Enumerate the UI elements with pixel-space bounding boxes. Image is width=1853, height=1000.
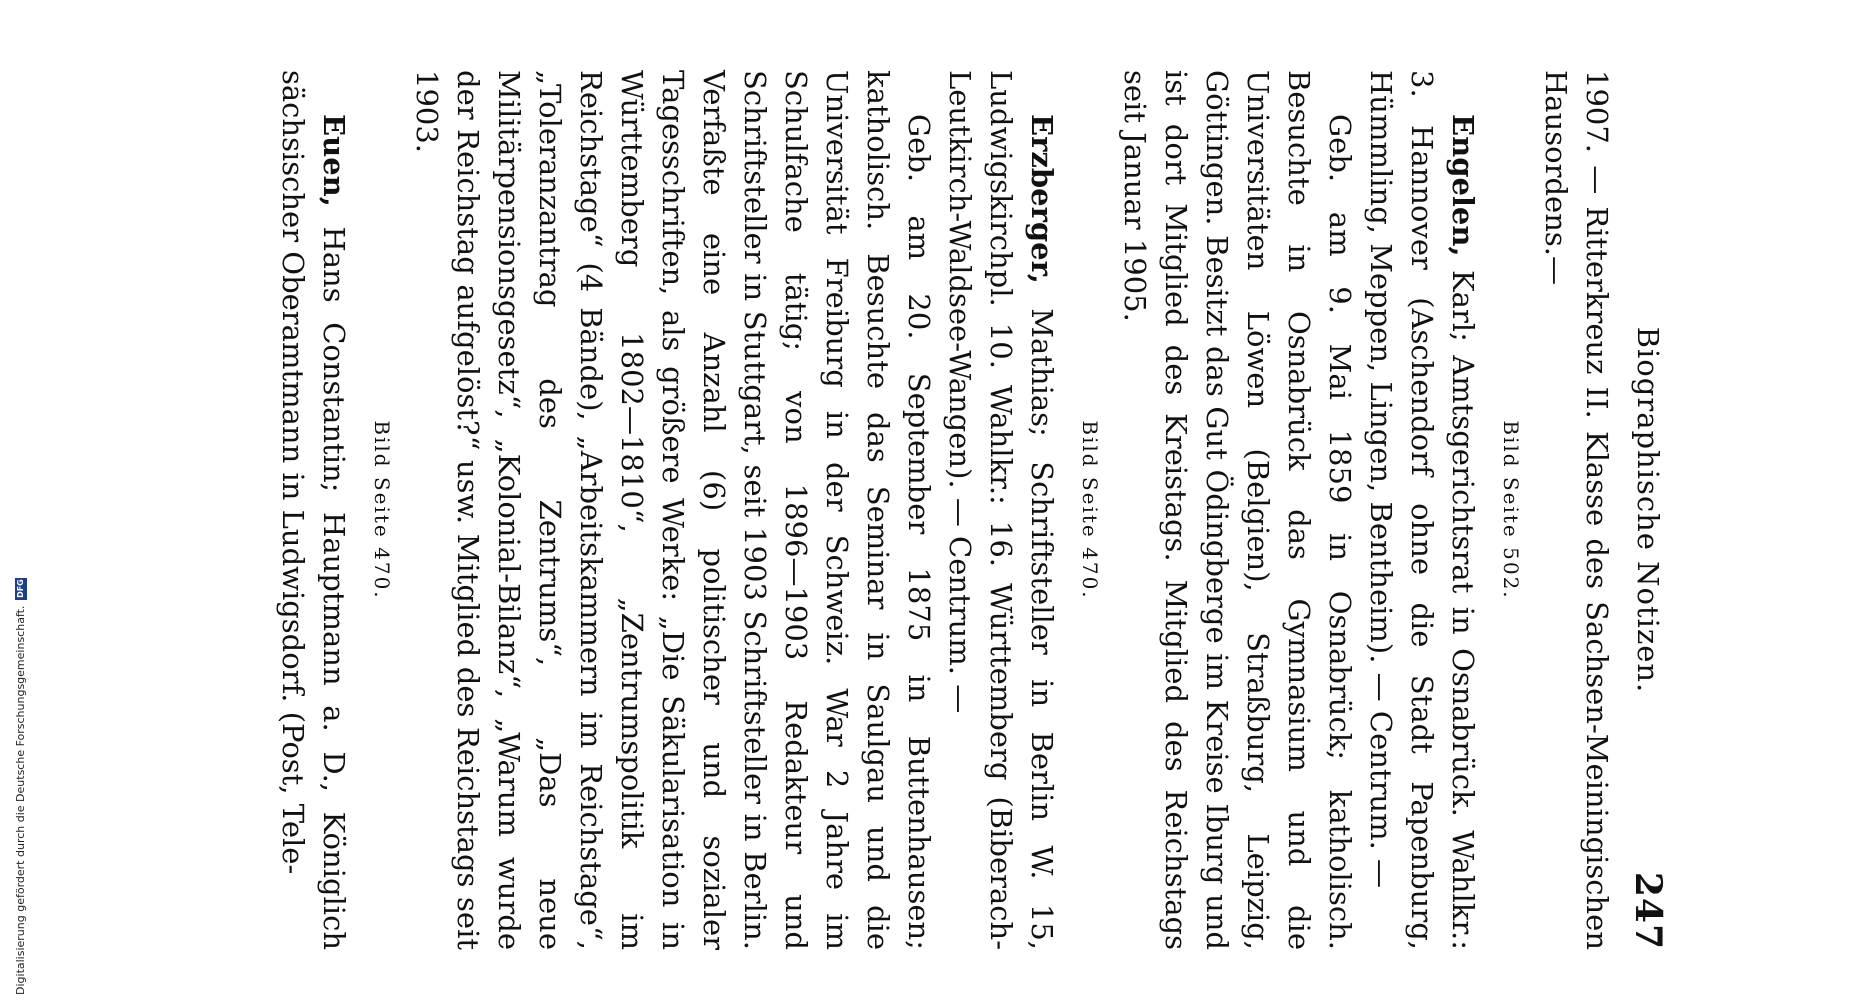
biography-entry-euen (272, 70, 354, 950)
entry-name: Engelen, (1446, 114, 1480, 257)
entry-name: Euen, (317, 114, 351, 207)
digitization-credit-text: Digitalisierung gefördert durch die Deutsche Forschungsgemeinschaft. (14, 605, 27, 995)
image-reference-caption: Bild Seite 470. (1078, 420, 1102, 600)
biography-entry-engelen (1076, 70, 1483, 950)
running-head-title: Biographische Notizen. (1631, 326, 1665, 694)
dfg-logo-icon: DFG (15, 579, 25, 598)
entry-name: Erzberger, (1025, 114, 1059, 284)
image-reference-caption: Bild Seite 470. (370, 420, 394, 600)
body-text (272, 70, 1617, 950)
continuation-paragraph: 1907. — Ritterkreuz II. Klasse des Sachsen-Meiningischen Hausordens.— (1539, 70, 1614, 950)
entry-biography: Geb. am 9. Mai 1859 in Osnabrück; katholisch. Besuchte in Osnabrück das Gymnasium und die Universitäten Löwen (Belgien), Straßburg, Leipzig, Göttingen. Besitzt das Gut Ödingberge im Kreise Iburg und ist dort Mitglied des Kreistags. Mitglied des Reichstags seit Januar 1905. (1118, 70, 1357, 950)
document-page (276, 70, 1669, 951)
entry-biography: Geb. am 20. September 1875 in Buttenhausen; katholisch. Besuchte das Seminar in Saulgau und die Universität Freiburg in der Schweiz. War 2 Jahre im Schulfache tätig; von 1896—1903 Redakteur und Schriftsteller in Stuttgart, seit 1903 Schriftsteller in Berlin. Verfaßte eine Anzahl (6) politischer und sozialer Tagesschriften, als größere Werke: „Die Säkularisation in Württemberg 1802—1810“, „Zentrumspolitik im Reichstage“ (4 Bände), „Arbeitskammern im Reichstage“, „Toleranzantrag des Zentrums“, „Das neue Militärpensionsgesetz“, „Kolonial-Bilanz“, „Warum wurde der Reichstag aufgelöst?“ usw. Mitglied des Reichstags seit 1903. (410, 70, 936, 950)
entry-heading-paragraph (272, 70, 354, 950)
entry-affiliation: Hans Constantin; Hauptmann a. D., Königlich sächsischer Oberamtmann in Ludwigsdorf. (Post, Tele- (276, 70, 351, 951)
entry-affiliation: Karl; Amtsgerichtsrat in Osnabrück. Wahlkr.: 3. Hannover (Aschendorf ohne die Stadt Papenburg, Hümmling, Meppen, Lingen, Bentheim). — Centrum. — (1364, 70, 1480, 951)
biography-entry-erzberger (368, 70, 1062, 950)
image-reference-caption: Bild Seite 502. (1499, 420, 1523, 600)
digitization-credit (14, 578, 27, 995)
page-number: 247 (1627, 871, 1669, 950)
running-head (1617, 70, 1669, 950)
entry-heading-paragraph (939, 70, 1062, 950)
entry-affiliation: Mathias; Schriftsteller in Berlin W. 15, Ludwigskirchpl. 10. Wahlkr.: 16. Württemberg (Biberach-Leutkirch-Waldsee-Wangen). — Centrum. — (943, 70, 1059, 950)
entry-heading-paragraph (1360, 70, 1483, 950)
